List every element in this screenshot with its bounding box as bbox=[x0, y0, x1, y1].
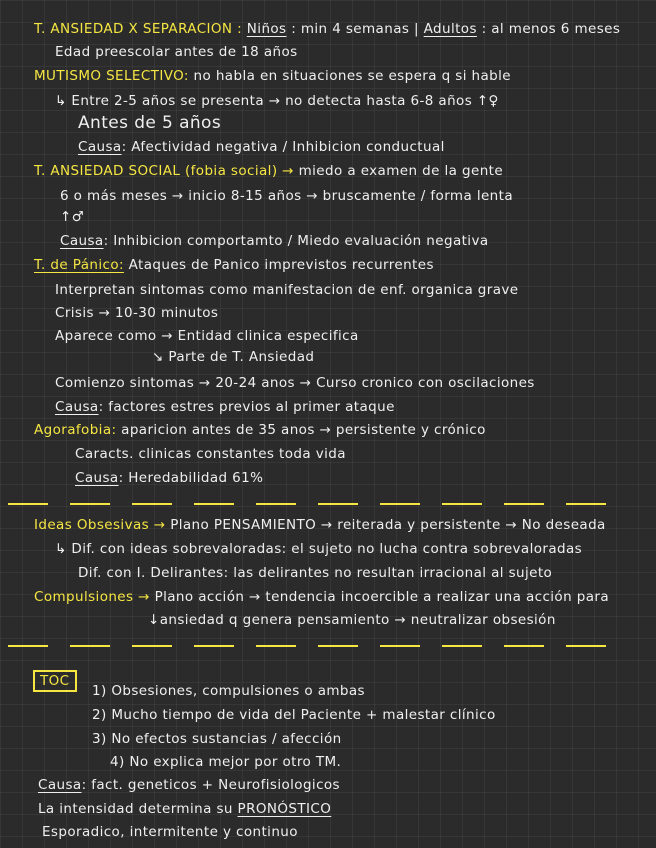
ninos-min: : min 4 semanas | bbox=[291, 21, 419, 37]
social-heading bbox=[34, 162, 503, 180]
mutism-title: MUTISMO SELECTIVO: bbox=[34, 68, 189, 84]
agoraphobia-cause-text: : Heredabilidad 61% bbox=[118, 470, 264, 486]
obsessions-desc: Plano PENSAMIENTO → reiterada y persistente → No deseada bbox=[170, 517, 606, 533]
toc-cause-text: : fact. geneticos + Neurofisiologicos bbox=[81, 777, 340, 793]
social-sex: ↑♂ bbox=[60, 209, 85, 225]
obsessions-heading bbox=[34, 516, 606, 534]
panic-crisis: Crisis → 10-30 minutos bbox=[55, 305, 219, 321]
toc-intensity bbox=[38, 800, 331, 818]
panic-desc: Ataques de Panico imprevistos recurrentes bbox=[128, 257, 434, 273]
social-desc: miedo a examen de la gente bbox=[298, 163, 504, 179]
ninos-label: Niños bbox=[246, 21, 287, 37]
agoraphobia-cause bbox=[75, 469, 263, 487]
toc-item-3: 3) No efectos sustancias / afección bbox=[92, 731, 342, 747]
toc-prognosis: PRONÓSTICO bbox=[237, 801, 332, 817]
separation-heading: T. ANSIEDAD X SEPARACION : Niños : min 4 semanas | Adultos : al menos 6 meses bbox=[34, 21, 621, 37]
panic-cause bbox=[55, 398, 395, 416]
agoraphobia-desc: aparicion antes de 35 anos → persistente y crónico bbox=[121, 422, 486, 438]
agoraphobia-heading bbox=[34, 421, 486, 439]
compulsions-title: Compulsiones → bbox=[34, 589, 150, 605]
toc-item-4: 4) No explica mejor por otro TM. bbox=[110, 754, 342, 770]
toc-item-1: 1) Obsesiones, compulsiones o ambas bbox=[92, 683, 365, 699]
panic-part: ↘ Parte de T. Ansiedad bbox=[152, 349, 315, 365]
compulsions-desc-2: ↓ansiedad q genera pensamiento → neutralizar obsesión bbox=[148, 612, 556, 628]
toc-intensity-text: La intensidad determina su bbox=[38, 801, 233, 817]
toc-label: TOC bbox=[33, 670, 77, 692]
compulsions-heading bbox=[34, 588, 609, 606]
toc-item-2: 2) Mucho tiempo de vida del Paciente + malestar clínico bbox=[92, 707, 496, 723]
agoraphobia-clinical: Caracts. clinicas constantes toda vida bbox=[75, 446, 346, 462]
mutism-cause-text: : Afectividad negativa / Inhibicion conductual bbox=[121, 139, 445, 155]
panic-onset: Comienzo sintomas → 20-24 anos → Curso cronico con oscilaciones bbox=[55, 375, 535, 391]
separation-age: Edad preescolar antes de 18 años bbox=[55, 44, 298, 60]
mutism-cause-label: Causa bbox=[78, 139, 122, 155]
obsessions-diff-overvalued: ↳ Dif. con ideas sobrevaloradas: el sujeto no lucha contra sobrevaloradas bbox=[55, 541, 583, 557]
obsessions-title: Ideas Obsesivas → bbox=[34, 517, 166, 533]
toc-cause-label: Causa bbox=[38, 777, 82, 793]
adultos-label: Adultos bbox=[423, 21, 477, 37]
panic-cause-label: Causa bbox=[55, 399, 99, 415]
agoraphobia-cause-label: Causa bbox=[75, 470, 119, 486]
toc-cause bbox=[38, 776, 340, 794]
obsessions-diff-delusional: Dif. con I. Delirantes: las delirantes no resultan irracional al sujeto bbox=[78, 565, 553, 581]
social-cause bbox=[60, 232, 489, 250]
panic-appears: Aparece como → Entidad clinica especifica bbox=[55, 328, 359, 344]
social-cause-label: Causa bbox=[60, 233, 104, 249]
agoraphobia-title: Agorafobia: bbox=[34, 422, 117, 438]
panic-interpret: Interpretan sintomas como manifestacion de enf. organica grave bbox=[55, 282, 519, 298]
mutism-before: Antes de 5 años bbox=[78, 113, 222, 133]
separation-title: T. ANSIEDAD X SEPARACION bbox=[34, 21, 233, 37]
compulsions-desc: Plano acción → tendencia incoercible a realizar una acción para bbox=[154, 589, 609, 605]
social-cause-text: : Inhibicion comportamto / Miedo evaluación negativa bbox=[103, 233, 489, 249]
mutism-range: ↳ Entre 2-5 años se presenta → no detecta hasta 6-8 años ↑♀ bbox=[55, 93, 499, 109]
panic-heading bbox=[34, 256, 434, 274]
panic-title: T. de Pánico: bbox=[34, 257, 124, 273]
mutism-desc: no habla en situaciones se espera q si hable bbox=[193, 68, 511, 84]
toc-course: Esporadico, intermitente y continuo bbox=[42, 824, 298, 840]
social-duration: 6 o más meses → inicio 8-15 años → bruscamente / forma lenta bbox=[60, 188, 513, 204]
social-title: T. ANSIEDAD SOCIAL (fobia social) → bbox=[34, 163, 294, 179]
mutism-cause bbox=[78, 138, 445, 156]
mutism-heading bbox=[34, 67, 511, 85]
panic-cause-text: : factores estres previos al primer ataque bbox=[98, 399, 395, 415]
adultos-min: : al menos 6 meses bbox=[481, 21, 621, 37]
